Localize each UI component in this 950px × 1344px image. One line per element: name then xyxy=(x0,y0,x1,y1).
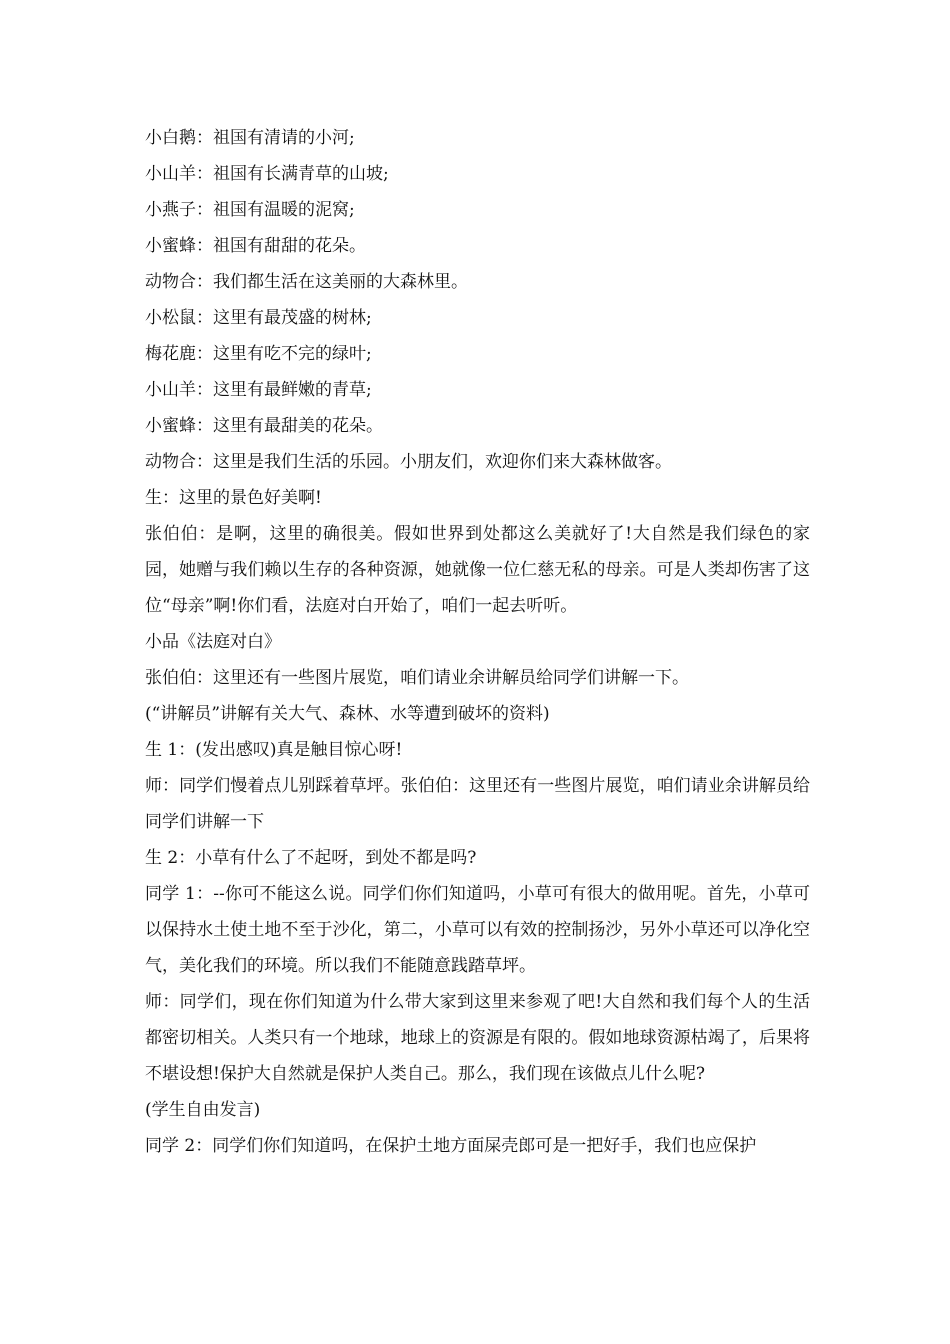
dialogue-paragraph: 同学 1：--你可不能这么说。同学们你们知道吗，小草可有很大的做用呢。首先，小草可以保持水土使土地不至于沙化，第二，小草可以有效的控制扬沙，另外小草还可以净化空气，美化我们的环境。所以我们不能随意践踏草坪。 xyxy=(145,884,810,976)
document-body xyxy=(145,120,810,1164)
dialogue-paragraph: 师：同学们慢着点儿别踩着草坪。张伯伯：这里还有一些图片展览，咱们请业余讲解员给同学们讲解一下 xyxy=(145,776,810,832)
stage-direction: (学生自由发言) xyxy=(145,1100,261,1120)
dialogue-line: 小山羊：这里有最鲜嫩的青草; xyxy=(145,380,372,400)
dialogue-line: 张伯伯：这里还有一些图片展览，咱们请业余讲解员给同学们讲解一下。 xyxy=(145,668,689,688)
dialogue-paragraph: 张伯伯：是啊，这里的确很美。假如世界到处都这么美就好了!大自然是我们绿色的家园，她赠与我们赖以生存的各种资源，她就像一位仁慈无私的母亲。可是人类却伤害了这位“母亲”啊!你们看，法庭对白开始了，咱们一起去听听。 xyxy=(145,524,810,616)
dialogue-line: 同学 2：同学们你们知道吗，在保护土地方面屎壳郎可是一把好手，我们也应保护 xyxy=(145,1136,757,1156)
dialogue-line: 小松鼠：这里有最茂盛的树林; xyxy=(145,308,372,328)
dialogue-line: 小燕子：祖国有温暖的泥窝; xyxy=(145,200,355,220)
dialogue-line: 生：这里的景色好美啊! xyxy=(145,488,322,508)
dialogue-line: 生 1：(发出感叹)真是触目惊心呀! xyxy=(145,740,403,760)
dialogue-line: 小山羊：祖国有长满青草的山坡; xyxy=(145,164,389,184)
dialogue-line: 小蜜蜂：祖国有甜甜的花朵。 xyxy=(145,236,366,256)
skit-title: 小品《法庭对白》 xyxy=(145,632,281,652)
dialogue-line: 小蜜蜂：这里有最甜美的花朵。 xyxy=(145,416,383,436)
dialogue-line: 动物合：我们都生活在这美丽的大森林里。 xyxy=(145,272,468,292)
dialogue-line: 小白鹅：祖国有清请的小河; xyxy=(145,128,355,148)
stage-direction: (“讲解员”讲解有关大气、森林、水等遭到破坏的资料) xyxy=(145,704,550,724)
dialogue-paragraph: 师：同学们，现在你们知道为什么带大家到这里来参观了吧!大自然和我们每个人的生活都密切相关。人类只有一个地球，地球上的资源是有限的。假如地球资源枯竭了，后果将不堪设想!保护大自然就是保护人类自己。那么，我们现在该做点儿什么呢? xyxy=(145,992,810,1084)
dialogue-line: 动物合：这里是我们生活的乐园。小朋友们，欢迎你们来大森林做客。 xyxy=(145,452,672,472)
dialogue-line: 生 2：小草有什么了不起呀，到处不都是吗? xyxy=(145,848,477,868)
dialogue-line: 梅花鹿：这里有吃不完的绿叶; xyxy=(145,344,372,364)
